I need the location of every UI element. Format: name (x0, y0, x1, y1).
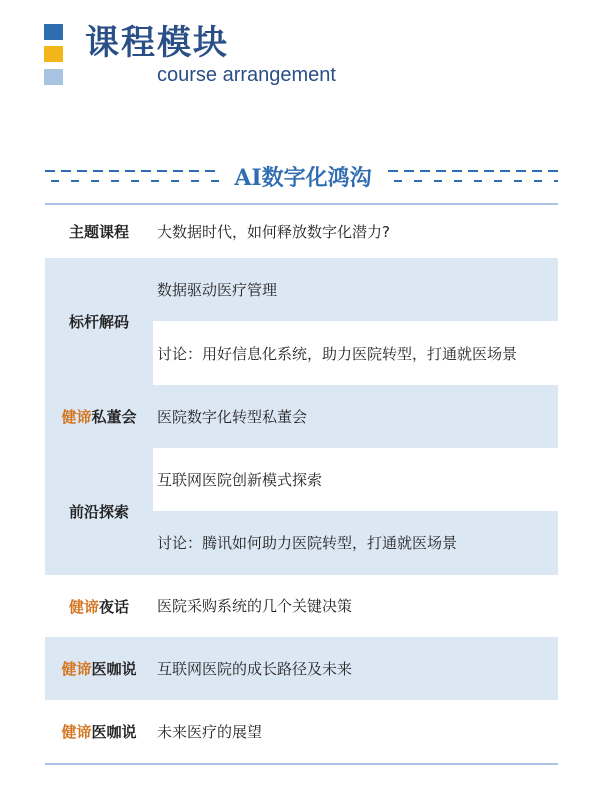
decor-square-light-blue (44, 69, 63, 85)
brand-label: 健谛 (61, 723, 92, 741)
brand-label: 健谛 (61, 660, 92, 678)
row-label: 前沿探索 (45, 448, 153, 575)
row-value: 讨论：腾讯如何助力医院转型，打通就医场景 (153, 511, 558, 575)
table-row (45, 258, 558, 385)
page-title: 课程模块 (85, 23, 229, 63)
section-divider-left (45, 170, 220, 184)
decor-square-yellow (44, 46, 63, 62)
row-value: 大数据时代，如何释放数字化潜力? (157, 222, 390, 241)
row-label (45, 637, 153, 700)
row-label-text: 医咖说 (91, 660, 137, 678)
table-row (45, 385, 558, 448)
row-label: 主题课程 (68, 223, 129, 241)
row-label (45, 575, 153, 637)
decor-square-blue (44, 24, 63, 40)
brand-label: 健谛 (61, 408, 92, 426)
row-value: 医院数字化转型私董会 (157, 407, 308, 426)
row-label-text: 医咖说 (91, 723, 137, 741)
table-row (45, 637, 558, 700)
section-divider-right (388, 170, 558, 184)
table-row (45, 448, 558, 575)
table-row (45, 700, 558, 763)
brand-label: 健谛 (68, 597, 99, 616)
row-label-text: 夜话 (99, 597, 130, 616)
row-value: 互联网医院创新模式探索 (157, 470, 323, 489)
row-value: 医院采购系统的几个关键决策 (157, 597, 353, 615)
table-bottom-rule (45, 763, 558, 765)
page-subtitle: course arrangement (157, 64, 336, 86)
row-label: 标杆解码 (45, 258, 153, 385)
row-label (45, 700, 153, 763)
row-value: 讨论：用好信息化系统，助力医院转型，打通就医场景 (157, 345, 518, 363)
table-row (45, 205, 558, 258)
table-row (45, 575, 558, 637)
row-value: 数据驱动医疗管理 (153, 258, 558, 321)
row-value: 互联网医院的成长路径及未来 (157, 659, 353, 678)
section-heading: AI数字化鸿沟 (234, 165, 372, 191)
row-label (45, 385, 153, 448)
row-label-text: 私董会 (91, 408, 137, 426)
row-value: 未来医疗的展望 (157, 722, 263, 741)
